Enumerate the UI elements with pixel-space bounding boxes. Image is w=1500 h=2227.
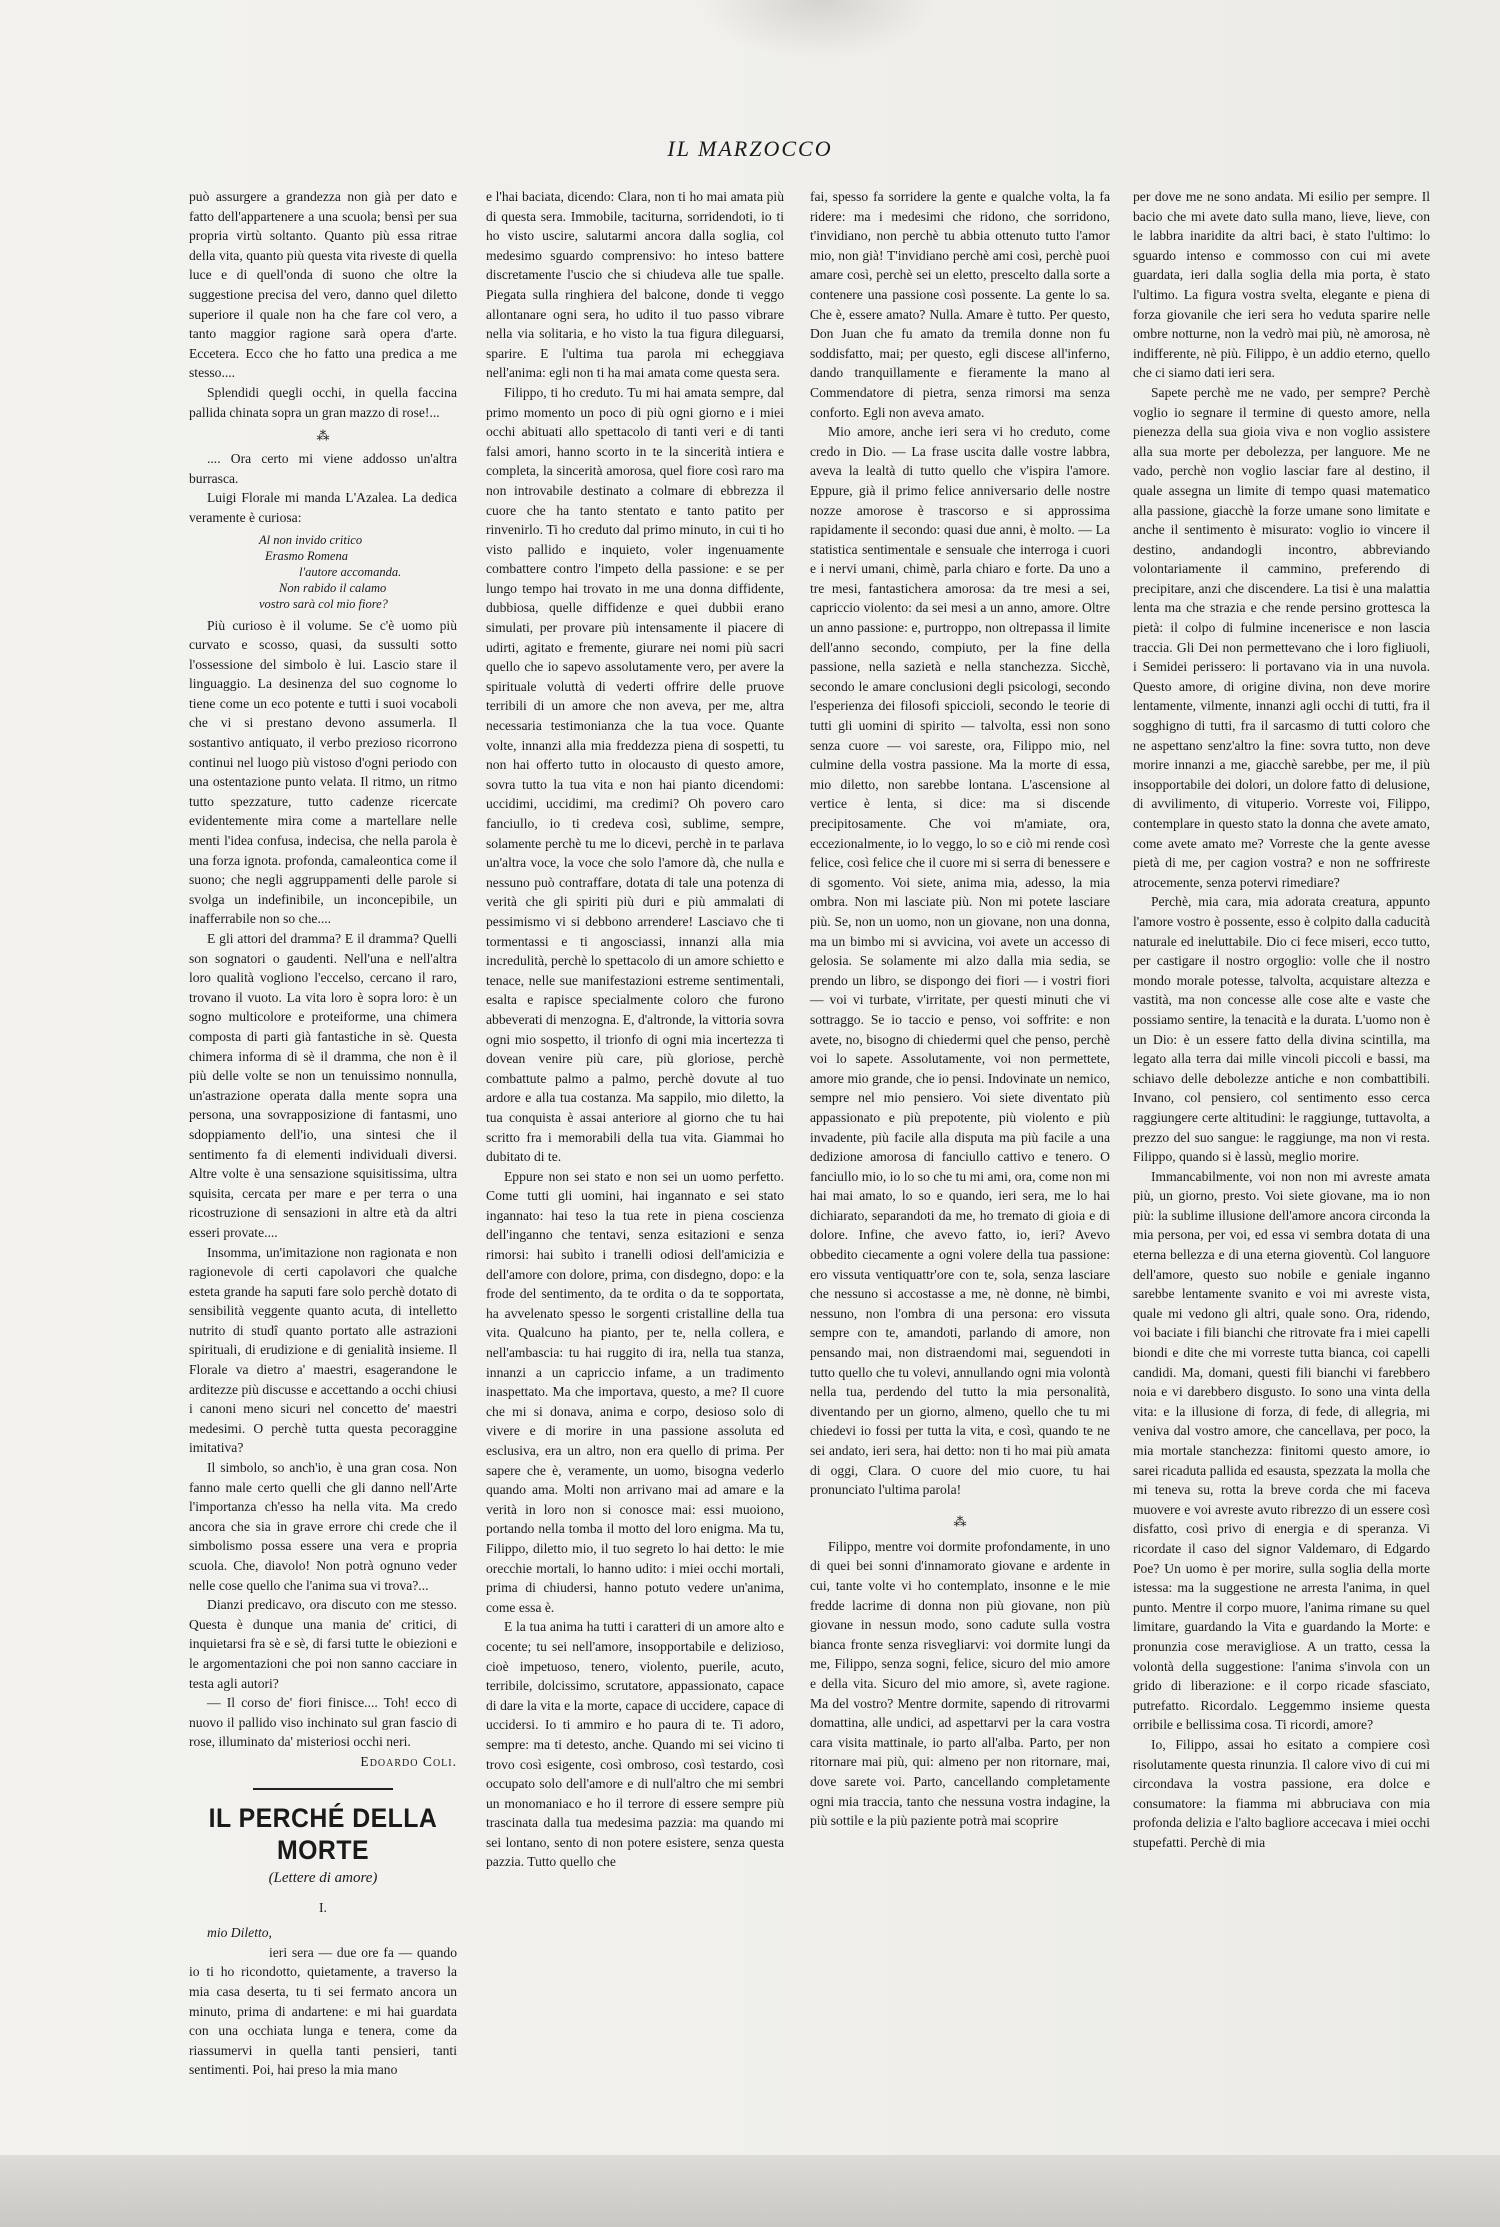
verse-line: l'autore accomanda. [299,564,402,579]
paragraph: E gli attori del dramma? E il dramma? Quelli son sognatori o gaudenti. Nell'una e nell'altra loro qualità vogliono l'eccelso, cercano il raro, trovano il vuoto. La vita loro è sopra loro: è un sogno multicolore e proteiforme, una chimera composta di parti già fantastiche in sè. Questa chimera informa di sè il dramma, che non è il più delle volte se non un tenuissimo nonnulla, un'astrazione operata dalla mente sopra una persona, una sovrapposizione di fantasmi, uno sdoppiamento dell'io, una sintesi che il sentimento fa di elementi individuali diversi. Altre volte è una sensazione squisitissima, ultra squisita, cercata per mare e per terra o una ricostruzione di sensazioni in altre età da altri esseri provate.... [189,931,457,1240]
paragraph: Insomma, un'imitazione non ragionata e non ragionevole di certi capolavori che qualche esteta grande ha saputi fare solo perchè dotato di sensibilità veggente quanto acuta, di intelletto nutrito di studî quanto portato alle astrazioni spirituali, di erudizione e di genialità insieme. Il Florale va dietro a' maestri, esagerandone le arditezze più discusse e accettando a occhi chiusi i canoni meno sicuri nel concetto de' maestri medesimi. O perchè tutta questa pecoraggine imitativa? [189,1244,457,1456]
paragraph: Sapete perchè me ne vado, per sempre? Perchè voglio io segnare il termine di questo amore, nella pienezza della sua gioia viva e non voglio assistere alla sua morte per debolezza, per languore. Me ne vado, perchè non voglio lasciar fare al destino, il quale assegna un limite di tempo quasi matematico alla passione, giacchè la forze umane sono limitate e anche il sentimento è misurato: voglio io vincere il destino, andandogli incontro, abbreviando volontariamente il cammino, preferendo di precipitare, anzi che discendere. La tisi è una malattia lenta ma che strazia e che rende persino grottesca la pietà: il colpo di fulmine incenerisce e non lascia traccia. Gli Dei non permettevano che i loro figliuoli, i Semidei perissero: li portavano via in una nuvola. Questo amore, di origine divina, non deve morire lentamente, vilmente, innanzi agli occhi di tutti, fra il sogghigno di tutti, fra il sarcasmo di tutti coloro che ne aspettano senz'altro la fine: sovra tutto, non deve morire innanzi a me, giacchè sarebbe, per me, il più insopportabile dei dolori, un dolore fatto di delusione, di avvilimento, di vituperio. Vorreste voi, Filippo, contemplare in questo stato la donna che avete amato, come avete amato me? Vorreste che la gente avesse pietà di me, per cagion vostra? e non ne soffrireste atrocemente, senza potervi rimediare? [1133,384,1430,890]
paragraph: .... Ora certo mi viene addosso un'altra burrasca. [189,451,457,486]
asterism: ⁂ [953,1513,967,1529]
section-number: I. [319,1899,327,1915]
paragraph: Eppure non sei stato e non sei un uomo perfetto. Come tutti gli uomini, hai ingannato e sei stato ingannato: hai teso la tua rete in piena coscienza dell'inganno che tentavi, senza esitazioni e senza rimorsi: hai subìto i tranelli odiosi dell'amicizia e dell'amore con dolore, prima, con disdegno, dopo: e la frode del sentimento, da te ordita o da te sopportata, ha avvelenato spesso le sorgenti cristalline della tua vita. Qualcuno ha pianto, per te, nella collera, e nell'ambascia: tu hai ruggito di ira, nella tua stanza, innanzi a un capriccio infame, a un tradimento inaspettato. Ma che importava, questo, a me? Il cuore che mi si donava, anima e corpo, desioso solo di vivere e di morire in una passione assoluta ed esclusiva, era un altro, non era quello di prima. Per sapere che è, veramente, un uomo, bisogna vederlo quando ama. Molti non arrivano mai ad amare e la verità in loro non si conosce mai: essi muoiono, portando nella tomba il motto del loro enigma. Ma tu, Filippo, diletto mio, il tuo segreto lo hai detto: le mie orecchie mortali, lo hanno udito: i miei occhi mortali, prima di chiudersi, hanno potuto vedere un'anima, come essa è. [486,1168,784,1615]
paragraph: per dove me ne sono andata. Mi esilio per sempre. Il bacio che mi avete dato sulla mano, lieve, lieve, con le labbra inaridite da altri baci, è stato l'ultimo: lo sguardo intenso e commosso con cui mi avete guardata, ieri dalla soglia della mia porta, è stato l'ultimo. La figura vostra svelta, elegante e piena di forza giovanile che ieri sera ho veduta sparire nelle ombre notturne, non la vedrò mai più, nè amorosa, nè indifferente, nè più. Filippo, è un addio eterno, quello che ci siamo dati ieri sera. [1133,189,1430,381]
dedication-verse [189,532,457,612]
paragraph: e l'hai baciata, dicendo: Clara, non ti ho mai amata più di questa sera. Immobile, taciturna, sorridendoti, io ti ho visto uscire, salutarmi ancora dalla soglia, col medesimo sguardo comprensivo: ho inteso battere discretamente l'uscio che si chiudeva alle tue spalle. Piegata sulla ringhiera del balcone, donde ti veggo allontanare ogni sera, ho udito il tuo passo vibrare nella via solitaria, e ho visto la tua figura dileguarsi, sparire. E l'ultima tua parola mi echeggiava nell'anima: egli non ti ha mai amata come questa sera. [486,189,784,381]
verse-line: Al non invido critico [259,532,363,547]
paragraph: può assurgere a grandezza non già per dato e fatto dell'appartenere a una scuola; bensì per sua propria virtù soltanto. Quanto più essa ritrae della vita, quanto più questa vita riveste di quella luce e di quell'onda di suono che oltre la suggestione precisa del vero, danno quel diletto superiore il quale non ha che fare col vero, a tanto maggior ragione sarà opera d'arte. Eccetera. Ecco che ho fatto una predica a me stesso.... [189,189,457,381]
verse-line: Non rabido il calamo [279,580,387,595]
asterism: ⁂ [316,428,330,444]
salutation: mio Diletto, [207,1925,272,1941]
paragraph: — Il corso de' fiori finisce.... Toh! ecco di nuovo il pallido viso inchinato sul gran fascio di rose, illuminato da' misteriosi occhi neri. [189,1695,457,1750]
paragraph: fai, spesso fa sorridere la gente e qualche volta, la fa ridere: ma i medesimi che ridono, che sorridono, t'invidiano, non perchè tu abbia ottenuto tutto l'amor mio, non già! T'invidiano perchè ami così, perchè puoi amare così, perchè sei un eletto, prescelto dalla sorte a contenere una passione così possente. La gente lo sa. Che è, essere amato? Nulla. Amare è tutto. Per questo, Don Juan che fu amato da tremila donne non fu soddisfatto, mai; per questo, egli discese all'inferno, dando tranquillamente e fieramente la mano al Commendatore di pietra, senza rimorsi ma senza conforto. Egli non aveva amato. [810,189,1110,420]
paragraph: Io, Filippo, assai ho esitato a compiere così risolutamente questa rinunzia. Il calore vivo di cui mi circondava la vostra passione, era dolce e consumatore: la fiamma mi abbruciava con mia profonda delizia e l'alto bagliore accecava i miei occhi stupefatti. Perchè di mia [1133,1736,1430,1850]
column-3 [810,187,1110,1831]
paragraph: Mio amore, anche ieri sera vi ho creduto, come credo in Dio. — La frase uscita dalle vostre labbra, aveva la lealtà di tutto quello che v'ispira l'amore. Eppure, già il primo felice anniversario delle nostre nozze amorose è trascorso e si approssima rapidamente il secondo: quasi due anni, è molto. — La statistica sentimentale e sensuale che interroga i cuori e i nervi umani, chimè, parla chiaro e forte. Da uno a tre mesi, fantastichera amorosa: da tre mesi a sei, capriccio violento: da sei mesi a un anno, amore. Oltre un anno passione: e, purtroppo, non oltrepassa il limite dell'anno secondo, compiuto, per la fine della passione, nella sazietà e nella stanchezza. Sicchè, secondo le amare conclusioni degli psicologi, secondo l'esperienza dei filosofi spiccioli, secondo le teorie di tutti gli uomini di spirito — talvolta, essi non sono senza cuore — voi sareste, ora, Filippo mio, nel culmine della vostra passione. Ma la morte di essa, mio diletto, non sarebbe lontana. L'ascensione al vertice è lenta, si dice: ma si discende precipitosamente. Che voi m'amiate, ora, eccezionalmente, io lo veggo, lo so e ciò mi rende così felice, così felice che il cuore mi si serra di benessere e di sgomento. Voi siete, anima mia, adesso, la mia ombra. Non mi lasciate più. Non mi potete lasciare più. Se, non un uomo, non un giovane, non una donna, ma un bimbo mi si avvicina, voi avete un accesso di gelosia. Se solamente mi alzo dalla mia sedia, se prendo un libro, se dispongo dei fiori — i vostri fiori — voi vi turbate, v'irritate, per questi minuti che vi sottraggo. Se io taccio e penso, voi soffrite: e non avete, no, bisogno di chiedermi quel che penso, perchè voi lo sapete. Assolutamente, voi non permettete, amore mio grande, che io pensi. Indovinate un nemico, sempre nel mio pensiero. Voi siete diventato più appassionato e più prepotente, più violento e più invadente, più facile alla disputa ma più facile a una dedizione amorosa di fanciullo cattivo e tenero. O fanciullo mio, io lo so che tu mi ami, ora, come non mi hai mai amato, lo so e quando, ieri sera, me lo hai dichiarato, separandoti da me, ho tremato di gioia e di dolore. Infine, che avevo fatto, io, ieri? Avevo obbedito ciecamente a ogni volere della tua passione: ero vissuta ventiquattr'ore con te, sola, senza lasciare che nessuno si accostasse a me, nè donne, nè bimbi, nessuno, non l'ombra di una persona: ero vissuta sempre con te, amandoti, parlando di amore, non pensando mai, non distraendomi mai, seguendoti in tutto quello che tu volevi, annullando ogni mia volontà nella tua, perdendo del tutto la mia personalità, diventando per un giorno, almeno, quello che tu mi chiedevi io fossi per tutta la vita, e così, quando te ne sei andato, ieri sera, hai detto: non ti ho mai più amata di oggi, Clara. O cuore del mio cuore, tu hai pronunciato l'ultima parola! [810,424,1110,1498]
signature: Edoardo Coli. [360,1753,457,1769]
paragraph: Luigi Florale mi manda L'Azalea. La dedica veramente è curiosa: [189,490,457,525]
divider-rule [253,1788,393,1790]
article-subtitle: (Lettere di amore) [268,1869,378,1886]
paragraph: Immancabilmente, voi non non mi avreste amata più, un giorno, presto. Voi siete giovane, ma io non più: la sublime illusione dell'amore ancora circonda la mia persona, per voi, ed essa vi sembra dotata di una eterna bellezza e di una eterna gioventù. Col languore dell'amore, questo suo nobile e geniale inganno sarebbe lentamente svanito e voi mi avreste vista, quale mi vedono gli altri, quale sono. Ora, ridendo, voi baciate i fili bianchi che ritrovate fra i miei capelli biondi e dite che mi vorreste tutta bianca, coi capelli candidi. Ma, domani, questi fili bianchi vi farebbero noia e vi darebbero disgusto. Io sono una vinta della vita: e la illusione di forza, di fede, di allegria, mi veniva dal vostro amore, che cancellava, per poco, la mia mortale stanchezza: finitomi questo amore, io sarei ricaduta pallida ed esausta, spezzata la molla che mi teneva su, rotta la breve corda che mi faceva muovere e voi avreste avuto ribrezzo di un essere così disfatto, così privo di energia e di speranza. Vi ricordate il caso del signor Valdemaro, di Edgardo Poe? Un uomo è per morire, sulla soglia della morte istessa: ma la suggestione ne arresta l'anima, in quel punto. Mentre il corpo muore, l'anima rimane su quel limitare, guardando la Vita e guardando la Morte: e pronunzia cose meravigliose. A un tratto, cessa la volontà della suggestione: l'anima s'invola con un grido di liberazione: e il corpo ricade sfasciato, putrefatto. Ricordalo. Leggemmo insieme questa orribile e bellissima cosa. Ti ricordi, amore? [1133,1168,1430,1733]
paragraph: Dianzi predicavo, ora discuto con me stesso. Questa è dunque una mania de' critici, di inquietarsi fra sè e sè, di farsi tutte le obiezioni e le argomentazioni che poi non sanno cacciare in testa agli autori? [189,1597,457,1691]
verse-line: vostro sarà col mio fiore? [259,596,388,611]
column-1 [189,187,457,2080]
paper-crease [700,0,940,60]
paragraph: ieri sera — due ore fa — quando io ti ho ricondotto, quietamente, a traverso la mia casa deserta, tu ti sei fermato ancora un minuto, prima di andartene: e mi hai guardata con una occhiata lunga e tenera, come da riassumervi in quella tanti pensieri, tanti sentimenti. Poi, hai preso la mia mano [189,1944,457,2078]
paragraph: Filippo, ti ho creduto. Tu mi hai amata sempre, dal primo momento un poco di più ogni giorno e i miei occhi abituati allo spettacolo di tanti veri e di tanti falsi amori, hanno scorto in te la sincerità intiera e completa, la sincerità amorosa, quel fiore così raro ma non introvabile destinato a colmare di ebbrezza il cuore che ha tanto stentato e tanto patito per rinvenirlo. Ti ho creduto dal primo minuto, in cui ti ho visto pallido e inquieto, voler ingenuamente combattere contro l'impeto della passione: e se per lungo tempo hai trovato in me una donna diffidente, dubbiosa, quelle diffidenze e quei dubbii erano simulati, per provare più intensamente il piacere di udirti, agitato e fremente, giurare nei nomi più sacri quello che io sapevo assolutamente vero, per avere la spirituale voluttà di vederti offrire delle pruove terribili di un amore che non aveva, per me, altra necessaria testimonianza che la tua voce. Quante volte, innanzi alla mia freddezza piena di sospetti, tu non hai offerto tutto in olocausto di questo amore, sovra tutto la tua vita e non hai pianto dicendomi: uccidimi, uccidimi, ma credimi? Oh povero caro fanciullo, io ti credeva così, sublime, sempre, solamente perchè tu me lo dicevi, perchè in te parlava un'altra voce, la voce che solo l'amore dà, che nulla e nessuno può contraffare, dotata di tale una potenza di verità che gli spiriti più duri e più ammalati di pessimismo vi si debbono arrendere! Lasciavo che ti tormentassi e ti angosciassi, innanzi alla mia incredulità, perchè lo spettacolo di un amore schietto e tenace, nelle sue manifestazioni estreme sentimentali, esalta e rapisce specialmente coloro che furono abbeverati di menzogna. E, d'altronde, la vittoria sovra ogni mio sospetto, il trionfo di ogni mia incertezza ti dovean venire più care, più gloriose, perchè combattute palmo a palmo, perchè dovute al tuo ardore e alla tua costanza. Ma sappilo, mio diletto, la tua conquista è assai anteriore al giorno che tu hai scritto fra i memorabili della tua vita. Giammai ho dubitato di te. [486,384,784,1165]
paragraph: Splendidi quegli occhi, in quella faccina pallida chinata sopra un gran mazzo di rose!... [189,384,457,420]
column-2 [486,187,784,1872]
page-bottom-edge [0,2155,1500,2227]
paragraph: Più curioso è il volume. Se c'è uomo più curvato e scosso, quasi, da sussulti sotto l'ossessione del simbolo è lui. Lascio stare il linguaggio. La desinenza del suo cognome lo tiene come un eco potente e tutti i suoi vocaboli che vi si prestano devono assumerla. Il sostantivo antiquato, il verbo prezioso ricorrono continui nel luogo più vistoso d'ogni periodo con una ostentazione punto velata. Il ritmo, un ritmo tutto spezzature, tutto cadenze ricercate evidentemente mira come a martellare nelle menti l'idea confusa, indecisa, che nella parola è una forza ignota. profonda, camaleontica come il suono; che negli aggruppamenti delle parole si svolga un indefinibile, un inconcepibile, un inafferrabile non so che.... [189,617,457,927]
verse-line: Erasmo Romena [265,548,348,563]
paragraph: E la tua anima ha tutti i caratteri di un amore alto e cocente; tu sei nell'amore, insopportabile e delizioso, cioè impetuoso, tenero, violento, puerile, acuto, terribile, dolcissimo, scrutatore, appassionato, capace di dare la vita e la morte, capace di uccidere, capace di uccidersi. Io ti ammiro e ho paura di te. Ti adoro, sempre: ma ti detesto, anche. Quando mi sei vicino ti trovo così esigente, così ombroso, così testardo, così occupato solo dell'amore e di null'altro che mi sembri un monomaniaco e ho il terrore di essere sempre più trascinata dalla tua medesima pazzia: ma quando mi sei lontano, sento di non potere esistere, senza questa pazzia. Tutto quello che [486,1619,784,1870]
masthead: IL MARZOCCO [667,136,833,161]
paragraph: Il simbolo, so anch'io, è una gran cosa. Non fanno male certo quelli che gli danno nell'Arte l'importanza ch'esso ha nella vita. Ma credo ancora che sia in grave errore chi crede che il simbolismo possa essere una vera e propria scuola. Che, diavolo! Non potrà ognuno veder nelle cose quello che l'anima sua vi trova?... [189,1460,457,1593]
article-title: IL PERCHÉ DELLA MORTE [208,1802,438,1865]
paragraph: Perchè, mia cara, mia adorata creatura, appunto l'amore vostro è possente, esso è colpito dalla caducità naturale ed ineluttabile. Dio ci fece miseri, ecco tutto, per castigare il nostro orgoglio: volle che il nostro mondo morale potesse, talvolta, acquistare altezza e vastità, ma non concesse alle cose alte e vaste che possiamo sentire, la tenacità e la durata. L'uomo non è un Dio: è un essere fatto della divina scintilla, ma legato alla terra dai mille vincoli piccoli e bassi, ma schiavo delle debolezze antiche e non combattibili. Invano, col pensiero, col sentimento esso cerca raggiungere certe altitudini: le raggiunge, tuttavolta, a prezzo del suo sangue: le raggiunge, ma non vi resta. Filippo, quando si è lassù, meglio morire. [1133,894,1430,1165]
column-4 [1133,187,1430,1852]
paragraph: Filippo, mentre voi dormite profondamente, in uno di quei bei sonni d'innamorato giovane e ardente in cui, tante volte vi ho contemplato, insonne e le mie fredde lacrime di donna non più giovane, non più giovane in nessun modo, sono cadute sulla vostra bianca fronte senza risvegliarvi: voi dormite lungi da me, Filippo, senza sogni, felice, sicuro del mio amore e della vita. Sicuro del mio amore, sì, avete ragione. Ma del vostro? Mentre dormite, sapendo di ritrovarmi domattina, alle undici, ad aspettarvi per la cara vostra cara visita mattinale, io parto all'alba. Parto, per non ritornare mai più, qui: almeno per non ritornare, mai, dove sarete voi. Parto, cancellando completamente ogni mia traccia, tanto che nessuna vostra indagine, la più sottile e la più paziente potrà mai scoprire [810,1538,1110,1829]
